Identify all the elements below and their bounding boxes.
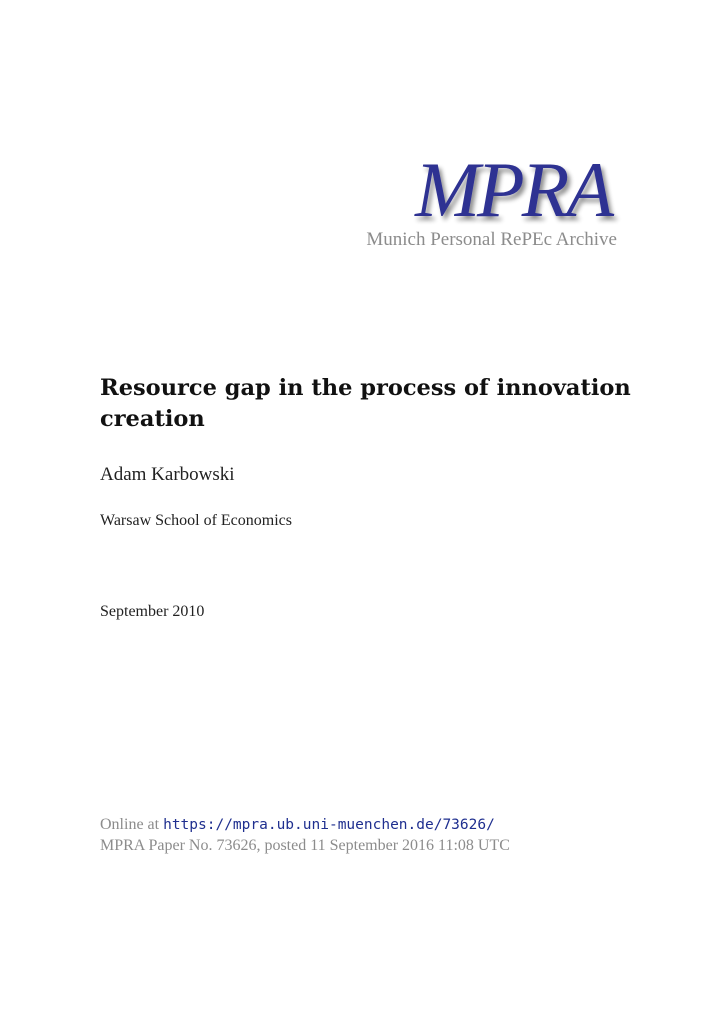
author-affiliation: Warsaw School of Economics [100, 512, 292, 529]
mpra-logo-mark [365, 146, 615, 233]
publication-date: September 2010 [100, 603, 205, 620]
author-name: Adam Karbowski [100, 464, 235, 485]
mpra-logo-text: MPRA [415, 146, 611, 233]
online-at-line [100, 816, 495, 834]
online-at-label: Online at [100, 816, 160, 833]
paper-info: MPRA Paper No. 73626, posted 11 September 2016 11:08 UTC [100, 837, 510, 854]
paper-title: Resource gap in the process of innovation creation [100, 375, 631, 432]
paper-url-link[interactable]: https://mpra.ub.uni-muenchen.de/73626/ [163, 817, 495, 833]
logo-subtitle: Munich Personal RePEc Archive [366, 229, 617, 250]
